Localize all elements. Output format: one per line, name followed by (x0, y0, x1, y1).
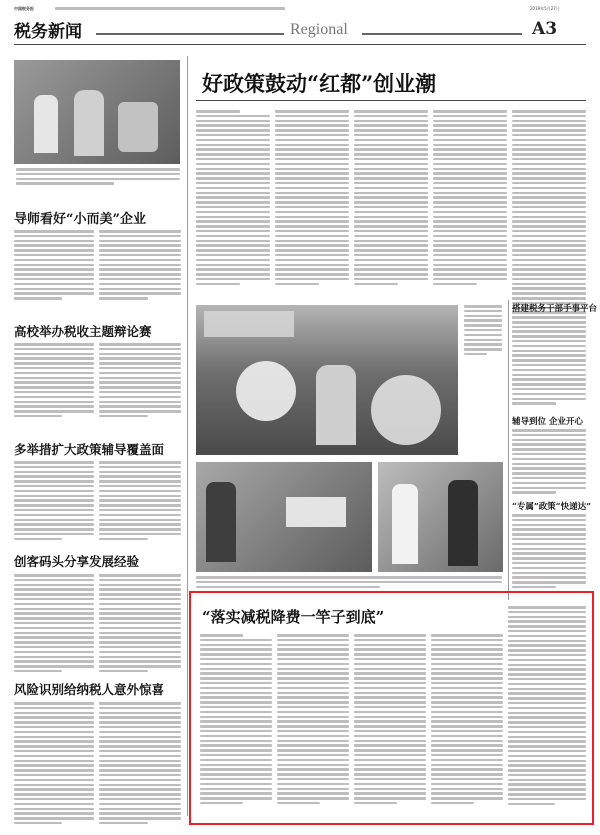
left-article-3 (14, 461, 94, 543)
highlight-col3 (354, 634, 426, 807)
photo-sidebar-text (464, 305, 502, 358)
main-headline-rule (196, 100, 586, 101)
masthead-info-line (55, 7, 285, 10)
left-article-2-col2 (99, 343, 181, 420)
photo-office-service (196, 462, 372, 572)
photo-caption-left (16, 168, 180, 187)
section-rule (96, 33, 284, 35)
masthead-bottom-rule (14, 44, 586, 45)
main-article-col3 (354, 110, 428, 287)
left-article-4 (14, 574, 94, 675)
right-article-2 (512, 429, 586, 496)
right-headline-3: “专属”政策“快递达” (512, 502, 592, 512)
left-article-3-col2 (99, 461, 181, 543)
highlight-col1 (200, 634, 272, 807)
left-headline-1: 导师看好“小而美”企业 (14, 212, 146, 227)
right-article-3 (512, 514, 586, 591)
main-article-col4 (433, 110, 507, 287)
left-article-1 (14, 230, 94, 302)
regional-label: Regional (290, 21, 348, 38)
photo-crowd-event (196, 305, 458, 455)
photo-tax-officers (14, 60, 180, 164)
highlight-col4 (431, 634, 503, 807)
right-headline-1: 搭建税务干部手事平台 (512, 304, 598, 314)
left-article-2 (14, 343, 94, 420)
main-article-col1 (196, 110, 270, 287)
highlight-headline: “落实减税降费一竿子到底” (202, 608, 385, 626)
left-headline-3: 多举措扩大政策辅导覆盖面 (14, 442, 165, 457)
photo-captions-bottom (196, 576, 502, 590)
issue-date: 2019年5月27日 (530, 6, 560, 11)
left-column-divider (187, 56, 188, 816)
section-rule-right (362, 33, 522, 35)
right-headline-2: 辅导到位 企业开心 (512, 417, 583, 427)
page-number: A3 (532, 19, 558, 39)
main-headline: 好政策鼓动“红都”创业潮 (202, 71, 437, 96)
left-article-5 (14, 702, 94, 827)
right-column-divider (508, 300, 509, 600)
left-article-1-col2 (99, 230, 181, 302)
main-article-col2 (275, 110, 349, 287)
left-headline-4: 创客码头分享发展经验 (14, 554, 140, 569)
left-article-4-col2 (99, 574, 181, 675)
paper-name: 中国税务报 (14, 6, 34, 11)
left-headline-5: 风险识别给纳税人意外惊喜 (14, 682, 165, 697)
section-title: 税务新闻 (14, 22, 82, 42)
highlight-col2 (277, 634, 349, 807)
photo-site-visit (378, 462, 503, 572)
left-headline-2: 高校举办税收主题辩论赛 (14, 324, 152, 339)
left-article-5-col2 (99, 702, 181, 827)
right-article-1 (512, 316, 586, 407)
highlight-col5 (508, 606, 586, 807)
